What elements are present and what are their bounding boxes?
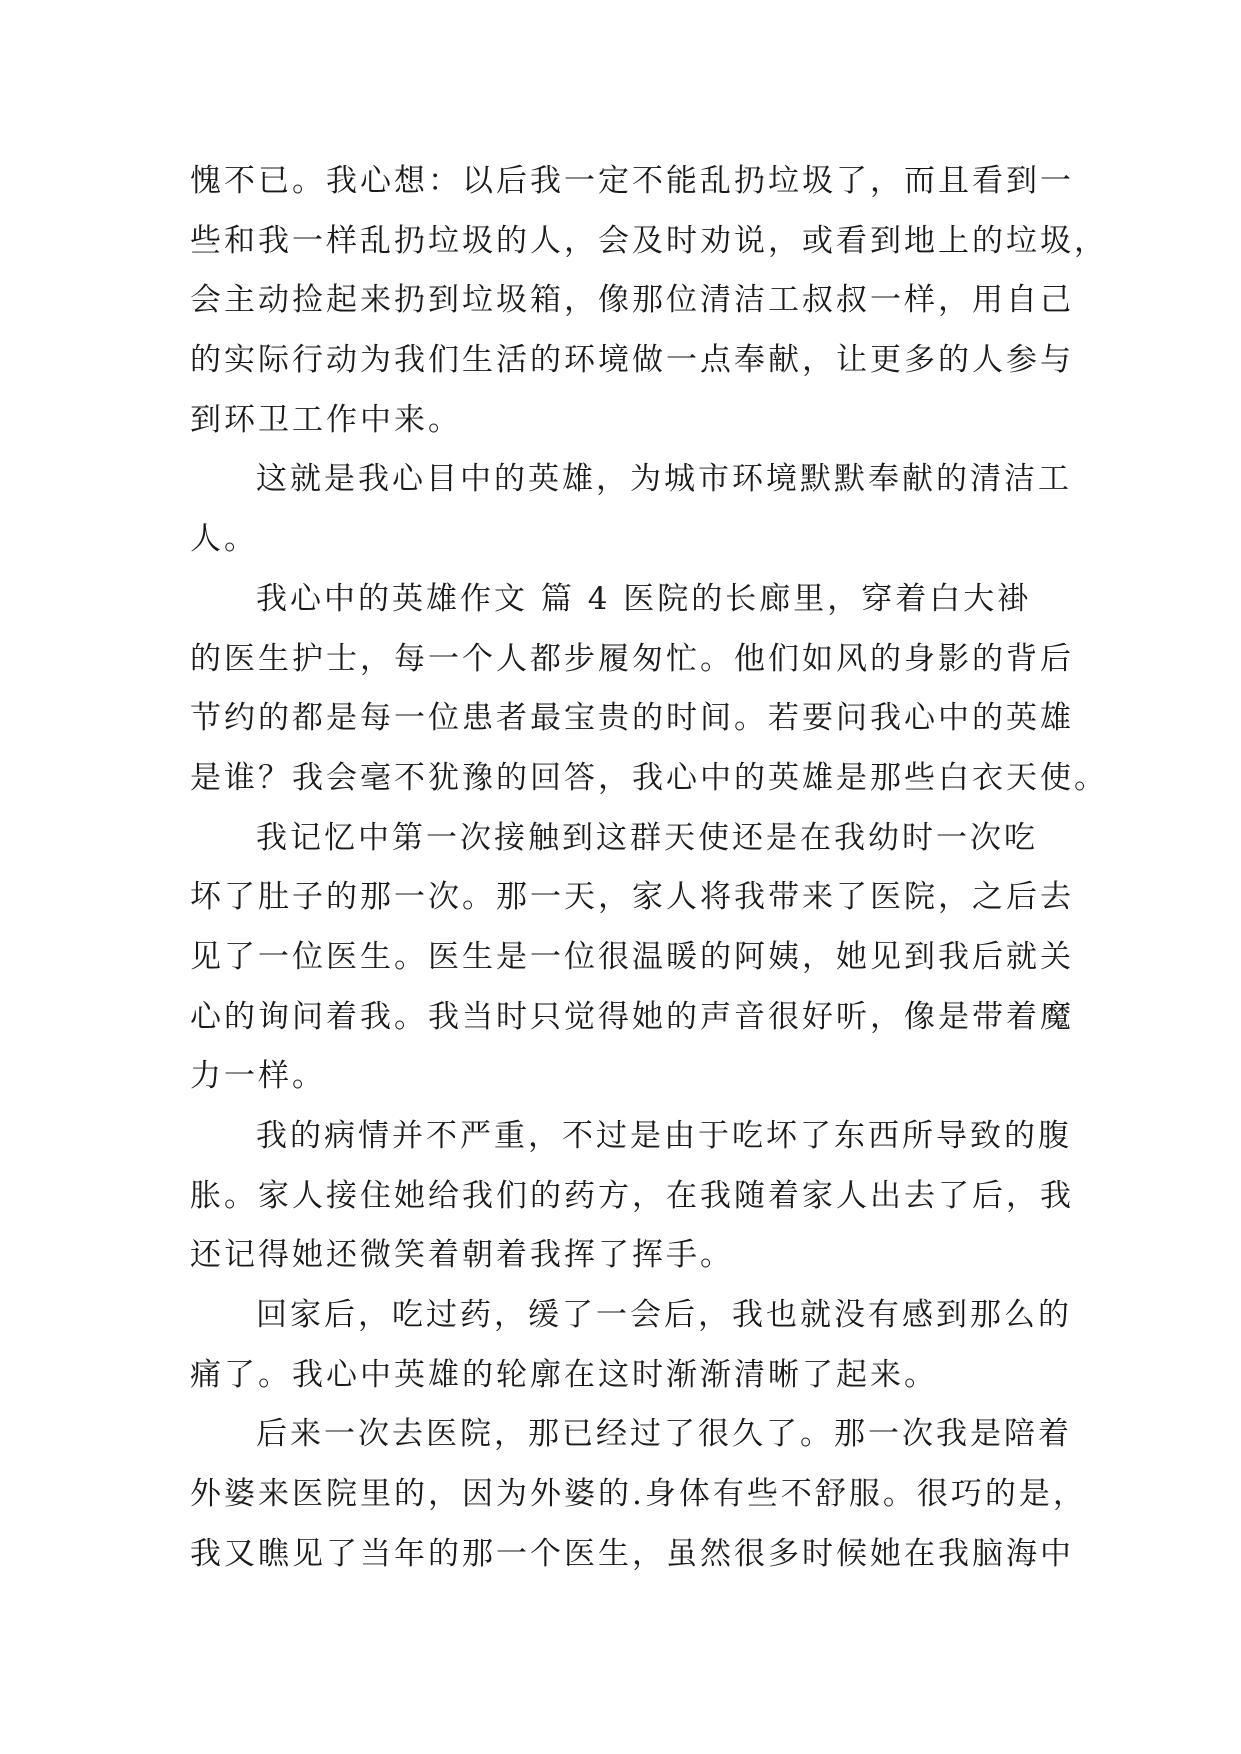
text-line: 人。 bbox=[190, 521, 258, 558]
text-line: 见了一位医生。医生是一位很温暖的阿姨，她见到我后就关 bbox=[190, 938, 1074, 975]
text-line: 些和我一样乱扔垃圾的人，会及时劝说，或看到地上的垃圾， bbox=[190, 222, 1108, 259]
paragraph-start-line: 这就是我心目中的英雄，为城市环境默默奉献的清洁工 bbox=[256, 461, 1072, 498]
text-line: 愧不已。我心想：以后我一定不能乱扔垃圾了，而且看到一 bbox=[190, 163, 1074, 199]
paragraph-start-line: 我记忆中第一次接触到这群天使还是在我幼时一次吃 bbox=[256, 819, 1038, 856]
text-line: 外婆来医院里的，因为外婆的.身体有些不舒服。很巧的是， bbox=[190, 1476, 1087, 1513]
article-body bbox=[190, 152, 1108, 1585]
text-line: 的医生护士，每一个人都步履匆忙。他们如风的身影的背后 bbox=[190, 640, 1074, 677]
text-line: 的实际行动为我们生活的环境做一点奉献，让更多的人参与 bbox=[190, 342, 1074, 379]
paragraph-start-line: 回家后，吃过药，缓了一会后，我也就没有感到那么的 bbox=[256, 1297, 1072, 1334]
text-line: 节约的都是每一位患者最宝贵的时间。若要问我心中的英雄 bbox=[190, 700, 1074, 737]
text-line: 痛了。我心中英雄的轮廓在这时渐渐清晰了起来。 bbox=[190, 1356, 938, 1393]
paragraph-start-line: 后来一次去医院，那已经过了很久了。那一次我是陪着 bbox=[256, 1416, 1072, 1453]
text-line: 会主动捡起来扔到垃圾箱，像那位清洁工叔叔一样，用自己 bbox=[190, 282, 1074, 319]
text-line: 力一样。 bbox=[190, 1058, 326, 1095]
text-line: 胀。家人接住她给我们的药方，在我随着家人出去了后，我 bbox=[190, 1177, 1074, 1214]
text-line: 坏了肚子的那一次。那一天，家人将我带来了医院，之后去 bbox=[190, 879, 1074, 916]
text-line: 还记得她还微笑着朝着我挥了挥手。 bbox=[190, 1237, 734, 1274]
text-line: 到环卫工作中来。 bbox=[190, 401, 462, 438]
text-line: 心的询问着我。我当时只觉得她的声音很好听，像是带着魔 bbox=[190, 998, 1074, 1035]
paragraph-start-line: 我的病情并不严重，不过是由于吃坏了东西所导致的腹 bbox=[256, 1118, 1072, 1154]
text-line: 是谁？我会毫不犹豫的回答，我心中的英雄是那些白衣天使。 bbox=[190, 759, 1108, 796]
text-line: 我又瞧见了当年的那一个医生，虽然很多时候她在我脑海中 bbox=[190, 1535, 1074, 1572]
essay-heading-line: 我心中的英雄作文 篇 4 医院的长廊里，穿着白大褂 bbox=[256, 580, 1032, 617]
